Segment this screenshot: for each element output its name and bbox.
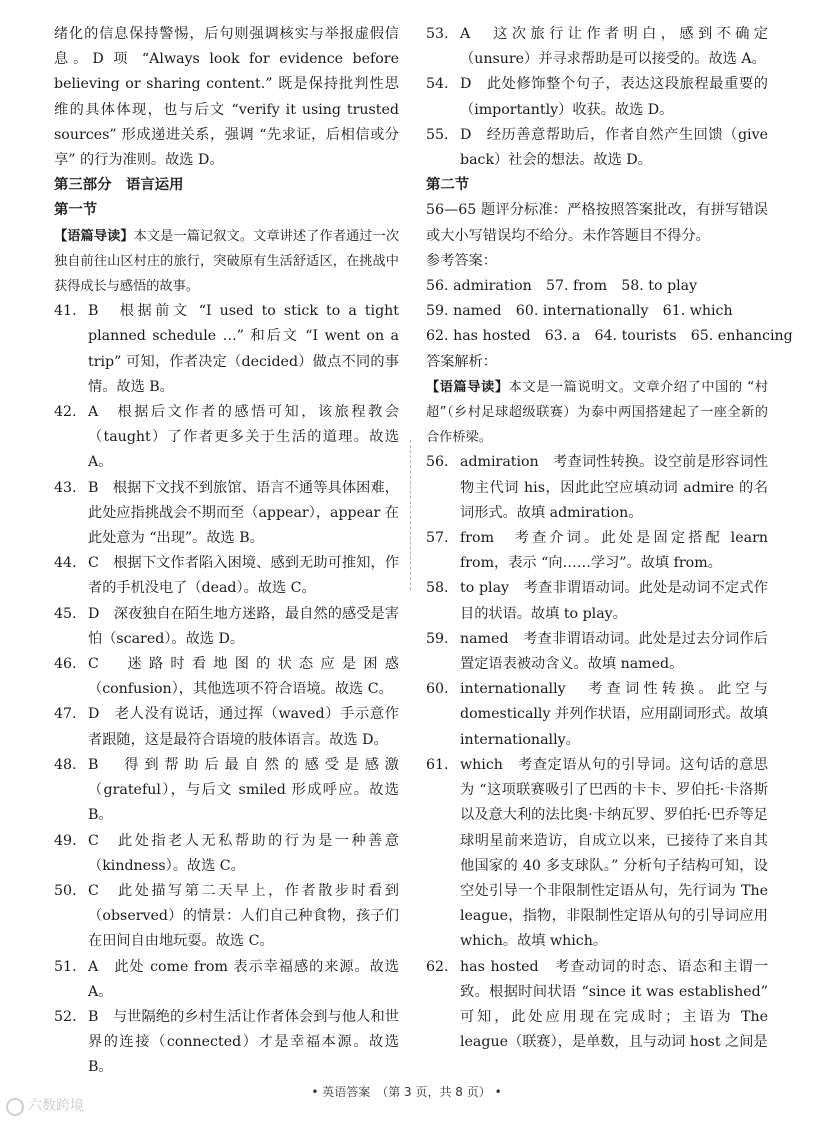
item-number: 43. <box>54 479 77 496</box>
left-column <box>54 22 399 1081</box>
item-number: 54. <box>426 76 449 93</box>
item-number: 42. <box>54 404 77 421</box>
item-text: D 老人没有说话，通过挥（waved）手示意作者跟随，这是最符合语境的肢体语言。故选 D。 <box>88 706 399 748</box>
answer-item-54 <box>426 72 768 122</box>
item-text: A 根据后文作者的感悟可知，该旅程教会（taught）了作者更多关于生活的道理。故选 A。 <box>88 404 399 471</box>
answer-item-48 <box>54 753 399 829</box>
item-text: internationally 考查词性转换。此空与 domestically 并列作状语，应用副词形式。故填 internationally。 <box>460 681 768 748</box>
item-text: B 与世隔绝的乡村生活让作者体会到与他人和世界的连接（connected）才是幸福本源。故选 B。 <box>88 1008 399 1076</box>
item-number: 62. <box>426 958 449 975</box>
item-text: C 此处指老人无私帮助的行为是一种善意（kindness）。故选 C。 <box>88 832 399 874</box>
continuation-paragraph: 绪化的信息保持警惕，后句则强调核实与举报虚假信息。D 项 “Always look for evidence before believing or sharing content.” 既是保持批判性思维的具体体现，也与后文 “verify it using trusted sources” 形成递进关系，强调 “先求证，后相信或分享” 的行为准则。故选 D。 <box>54 26 399 169</box>
item-number: 50. <box>54 882 77 899</box>
item-number: 60. <box>426 681 449 698</box>
answer-item-42 <box>54 400 399 476</box>
item-number: 56. <box>426 454 449 471</box>
item-number: 44. <box>54 555 77 572</box>
answer-item-50 <box>54 879 399 955</box>
item-number: 46. <box>54 656 77 673</box>
item-text: C 此处描写第二天早上，作者散步时看到（observed）的情景：人们自己种食物，孩子们在田间自由地玩耍。故选 C。 <box>88 882 399 950</box>
item-text: A 此处 come from 表示幸福感的来源。故选 A。 <box>88 958 399 1000</box>
item-text: A 这次旅行让作者明白，感到不确定（unsure）并寻求帮助是可以接受的。故选 A。 <box>460 26 768 68</box>
item-text: D 此处修饰整个句子，表达这段旅程最重要的（importantly）收获。故选 D。 <box>460 76 768 118</box>
item-text: admiration 考查词性转换。设空前是形容词性物主代词 his，因此此空应填动词 admire 的名词形式。故填 admiration。 <box>460 454 768 521</box>
item-number: 57. <box>426 530 449 547</box>
item-number: 51. <box>54 958 77 975</box>
item-number: 48. <box>54 756 77 773</box>
answer-line-3: 62. has hosted 63. a 64. tourists 65. enhancing <box>426 328 793 345</box>
analysis-item-62 <box>426 955 768 1056</box>
item-number: 41. <box>54 303 77 320</box>
watermark-text: 六数跨境 <box>28 1098 84 1114</box>
item-text: named 考查非谓语动词。此处是过去分词作后置定语表被动含义。故填 named。 <box>460 630 768 673</box>
answer-item-43 <box>54 476 399 552</box>
reference-answers-label: 参考答案： <box>426 252 497 269</box>
answer-item-51 <box>54 955 399 1005</box>
item-number: 59. <box>426 630 449 647</box>
item-text: from 考查介词。此处是固定搭配 learn from，表示 “向……学习”。故填 from。 <box>460 530 768 572</box>
item-text: B 根据下文找不到旅馆、语言不通等具体困难，此处应指挑战会不期而至（appear），appear 在此处意为 “出现”。故选 B。 <box>88 479 399 547</box>
item-text: C 迷路时看地图的状态应是困惑（confusion），其他选项不符合语境。故选 C。 <box>88 656 399 698</box>
answer-line-1: 56. admiration 57. from 58. to play <box>426 278 698 295</box>
reading-guide-text: 本文是一篇记叙文。文章讲述了作者通过一次独自前往山区村庄的旅行，突破原有生活舒适区，在挑战中获得成长与感悟的故事。 <box>54 228 400 295</box>
analysis-item-59 <box>426 627 768 677</box>
part3-heading: 第三部分 语言运用 <box>54 177 184 194</box>
item-text: B 得到帮助后最自然的感受是感激（grateful），与后文 smiled 形成呼应。故选 B。 <box>88 756 399 824</box>
item-number: 52. <box>54 1008 77 1025</box>
answer-item-41 <box>54 299 399 400</box>
analysis-label: 答案解析： <box>426 353 497 370</box>
section1-heading: 第一节 <box>54 202 98 219</box>
item-number: 55. <box>426 126 449 143</box>
scoring-criteria: 56—65 题评分标准：严格按照答案批改，有拼写错误或大小写错误均不给分。未作答题目不得分。 <box>426 202 768 244</box>
item-text: which 考查定语从句的引导词。这句话的意思为 “这项联赛吸引了巴西的卡卡、罗伯托·卡洛斯以及意大利的法比奥·卡纳瓦罗、罗伯托·巴乔等足球明星前来造访，自成立以来，已接待了来自其他国家的 40 多支球队。” 分析句子结构可知，设空处引导一个非限制性定语从句，先行词为 The league，指物，非限制性定语从句的引导词应用 which。故填 which。 <box>460 756 768 950</box>
item-number: 47. <box>54 706 77 723</box>
answer-item-53 <box>426 22 768 72</box>
reading-guide-text: 本文是一篇说明文。文章介绍了中国的 “村超”（乡村足球超级联赛）为泰中两国搭建起了一座全新的合作桥梁。 <box>426 379 769 446</box>
answer-item-55 <box>426 123 768 173</box>
item-text: B 根据前文 “I used to stick to a tight planned schedule …” 和后文 “I went on a trip” 可知，作者决定（decided）做点不同的事情。故选 B。 <box>88 303 399 395</box>
page-footer: • 英语答案 （第 3 页，共 8 页） • <box>311 1085 502 1099</box>
analysis-item-61 <box>426 753 768 955</box>
reading-guide-tag: 【语篇导读】 <box>426 379 509 395</box>
answer-line-2: 59. named 60. internationally 61. which <box>426 303 733 320</box>
analysis-item-56 <box>426 450 768 526</box>
answer-item-46 <box>54 652 399 702</box>
reading-guide-1 <box>54 224 399 300</box>
watermark <box>6 1094 84 1119</box>
item-text: has hosted 考查动词的时态、语态和主谓一致。根据时间状语 “since it was established” 可知，此处应用现在完成时；主语为 The league（联赛），是单数，且与动词 host 之间是 <box>460 958 768 1051</box>
item-number: 53. <box>426 26 449 42</box>
column-divider <box>410 440 411 590</box>
item-text: D 经历善意帮助后，作者自然产生回馈（give back）社会的想法。故选 D。 <box>460 126 768 169</box>
analysis-item-60 <box>426 677 768 753</box>
reading-guide-tag: 【语篇导读】 <box>54 228 134 244</box>
analysis-item-58 <box>426 576 768 626</box>
item-text: D 深夜独自在陌生地方迷路，最自然的感受是害怕（scared）。故选 D。 <box>88 605 399 647</box>
answer-item-49 <box>54 829 399 879</box>
analysis-item-57 <box>426 526 768 576</box>
item-number: 58. <box>426 580 449 597</box>
item-number: 61. <box>426 756 449 773</box>
item-text: C 根据下文作者陷入困境、感到无助可推知，作者的手机没电了（dead）。故选 C。 <box>88 555 399 597</box>
section2-heading: 第二节 <box>426 177 470 194</box>
right-column <box>426 22 793 1055</box>
watermark-logo-icon <box>6 1098 24 1116</box>
answer-item-47 <box>54 702 399 752</box>
reading-guide-2 <box>426 375 768 451</box>
answer-item-45 <box>54 602 399 652</box>
item-text: to play 考查非谓语动词。此处是动词不定式作目的状语。故填 to play。 <box>460 580 768 622</box>
item-number: 45. <box>54 605 77 622</box>
item-number: 49. <box>54 832 77 849</box>
answer-item-52 <box>54 1005 399 1081</box>
answer-item-44 <box>54 551 399 601</box>
